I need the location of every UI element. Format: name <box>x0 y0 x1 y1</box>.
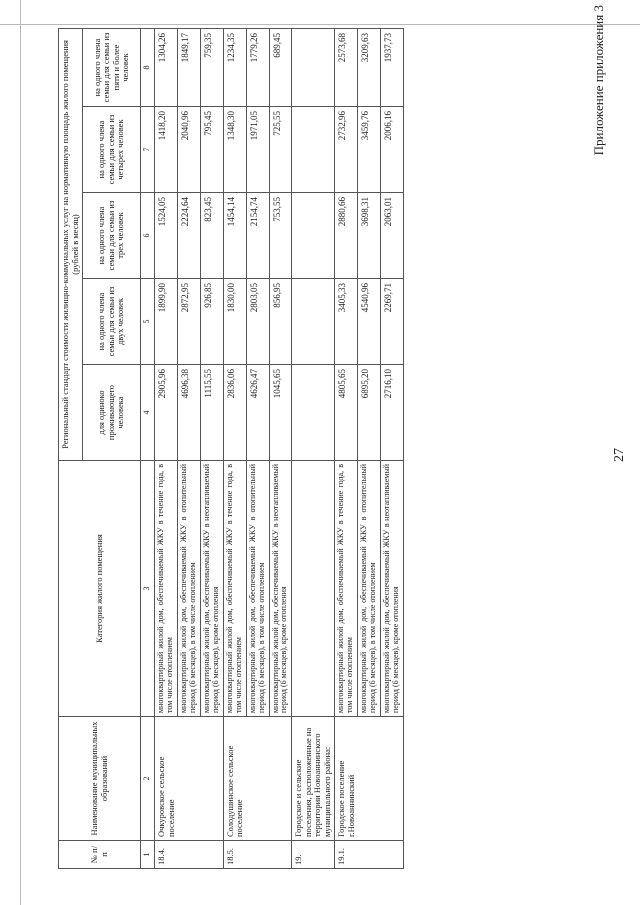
value-cell: 6895,20 <box>358 365 381 461</box>
category-text: многоквартирный жилой дом, обеспечиваемый ЖКУ в отопительный период (6 месяцев), в том числе отоплением <box>177 461 200 717</box>
value-cell: 2716,10 <box>381 365 404 461</box>
value-cell: 2006,16 <box>381 107 404 193</box>
value-cell: 1045,65 <box>269 365 292 461</box>
header-single: для одиноко проживающего человека <box>83 365 141 461</box>
value-cell: 1899,90 <box>154 279 177 365</box>
table-row <box>154 28 177 868</box>
value-cell: 1115,55 <box>200 365 223 461</box>
empty-cell <box>292 193 335 279</box>
value-cell: 1418,20 <box>154 107 177 193</box>
value-cell: 725,55 <box>269 107 292 193</box>
empty-cell <box>292 279 335 365</box>
table-row <box>292 28 335 868</box>
value-cell: 689,45 <box>269 28 292 106</box>
empty-cell <box>292 107 335 193</box>
municipality-name: Городское поселение г.Новоаннинский <box>335 717 404 841</box>
municipality-name: Очкуровское сельское поселение <box>154 717 223 841</box>
value-cell: 2905,96 <box>154 365 177 461</box>
value-cell: 1937,73 <box>381 28 404 106</box>
value-cell: 759,35 <box>200 28 223 106</box>
value-cell: 753,55 <box>269 193 292 279</box>
header-num: № п/п <box>59 841 141 869</box>
value-cell: 2269,71 <box>381 279 404 365</box>
empty-cell <box>292 461 335 717</box>
index-cell: 3 <box>141 461 155 717</box>
header-two: на одного члена семьи для семьи из двух человек <box>83 279 141 365</box>
value-cell: 4626,47 <box>246 365 269 461</box>
value-cell: 4696,38 <box>177 365 200 461</box>
category-text: многоквартирный жилой дом, обеспечиваемый ЖКУ в неотапливаемый период (6 месяцев), кроме отопления <box>200 461 223 717</box>
empty-cell <box>292 28 335 106</box>
index-cell: 5 <box>141 279 155 365</box>
header-five: на одного члена семьи для семьи из пяти и более человек <box>83 28 141 106</box>
category-text: многоквартирный жилой дом, обеспечиваемый ЖКУ в неотапливаемый период (6 месяцев), кроме отопления <box>381 461 404 717</box>
value-cell: 2803,05 <box>246 279 269 365</box>
value-cell: 2880,66 <box>335 193 358 279</box>
value-cell: 926,85 <box>200 279 223 365</box>
category-text: многоквартирный жилой дом, обеспечиваемый ЖКУ в течение года, в том числе отоплением <box>335 461 358 717</box>
index-cell: 2 <box>141 717 155 841</box>
row-number: 19. <box>292 841 335 869</box>
index-cell: 6 <box>141 193 155 279</box>
appendix-title: Приложение приложения 3 <box>591 5 606 156</box>
value-cell: 2573,68 <box>335 28 358 106</box>
value-cell: 1849,17 <box>177 28 200 106</box>
category-text: многоквартирный жилой дом, обеспечиваемый ЖКУ в отопительный период (6 месяцев), в том числе отоплением <box>358 461 381 717</box>
row-number: 19.1. <box>335 841 404 869</box>
value-cell: 2154,74 <box>246 193 269 279</box>
value-cell: 1304,26 <box>154 28 177 106</box>
header-standard: Региональный стандарт стоимости жилищно-коммунальных услуг на нормативную площадь жилого помещения (рублей в месяц) <box>59 28 83 460</box>
value-cell: 1234,35 <box>223 28 246 106</box>
value-cell: 1348,30 <box>223 107 246 193</box>
scan-right-edge <box>0 24 640 25</box>
value-cell: 2040,96 <box>177 107 200 193</box>
value-cell: 856,95 <box>269 279 292 365</box>
category-text: многоквартирный жилой дом, обеспечиваемый ЖКУ в течение года, в том числе отоплением <box>154 461 177 717</box>
index-cell: 4 <box>141 365 155 461</box>
value-cell: 2063,01 <box>381 193 404 279</box>
value-cell: 2872,95 <box>177 279 200 365</box>
category-text: многоквартирный жилой дом, обеспечиваемый ЖКУ в отопительный период (6 месяцев), в том числе отоплением <box>246 461 269 717</box>
value-cell: 4805,65 <box>335 365 358 461</box>
header-municipality: Наименование муниципальных образований <box>59 717 141 841</box>
category-text: многоквартирный жилой дом, обеспечиваемый ЖКУ в течение года, в том числе отоплением <box>223 461 246 717</box>
header-three: на одного члена семьи для семьи из трех человек <box>83 193 141 279</box>
header-category: Категория жилого помещения <box>59 461 141 717</box>
value-cell: 1779,26 <box>246 28 269 106</box>
value-cell: 1971,05 <box>246 107 269 193</box>
index-cell: 1 <box>141 841 155 869</box>
value-cell: 3209,63 <box>358 28 381 106</box>
value-cell: 1830,00 <box>223 279 246 365</box>
row-number: 18.5. <box>223 841 292 869</box>
value-cell: 4540,96 <box>358 279 381 365</box>
table-row <box>335 28 358 868</box>
value-cell: 2732,96 <box>335 107 358 193</box>
row-number: 18.4. <box>154 841 223 869</box>
table-row <box>223 28 246 868</box>
index-cell: 8 <box>141 28 155 106</box>
scan-top-edge <box>20 0 21 905</box>
value-cell: 2836,06 <box>223 365 246 461</box>
empty-cell <box>292 365 335 461</box>
value-cell: 2224,64 <box>177 193 200 279</box>
index-cell: 7 <box>141 107 155 193</box>
value-cell: 1454,14 <box>223 193 246 279</box>
tariff-table <box>58 28 404 869</box>
value-cell: 1524,05 <box>154 193 177 279</box>
page-number: 27 <box>612 448 627 462</box>
value-cell: 3405,33 <box>335 279 358 365</box>
value-cell: 823,45 <box>200 193 223 279</box>
category-text: многоквартирный жилой дом, обеспечиваемый ЖКУ в неотапливаемый период (6 месяцев), кроме отопления <box>269 461 292 717</box>
value-cell: 795,45 <box>200 107 223 193</box>
value-cell: 3459,76 <box>358 107 381 193</box>
municipality-name: Солодушинское сельское поселение <box>223 717 292 841</box>
value-cell: 3698,31 <box>358 193 381 279</box>
municipality-name: Городское и сельские поселения, расположенные на территории Новоаннинского муниципального района: <box>292 717 335 841</box>
header-four: на одного члена семьи для семьи из четырех человек <box>83 107 141 193</box>
